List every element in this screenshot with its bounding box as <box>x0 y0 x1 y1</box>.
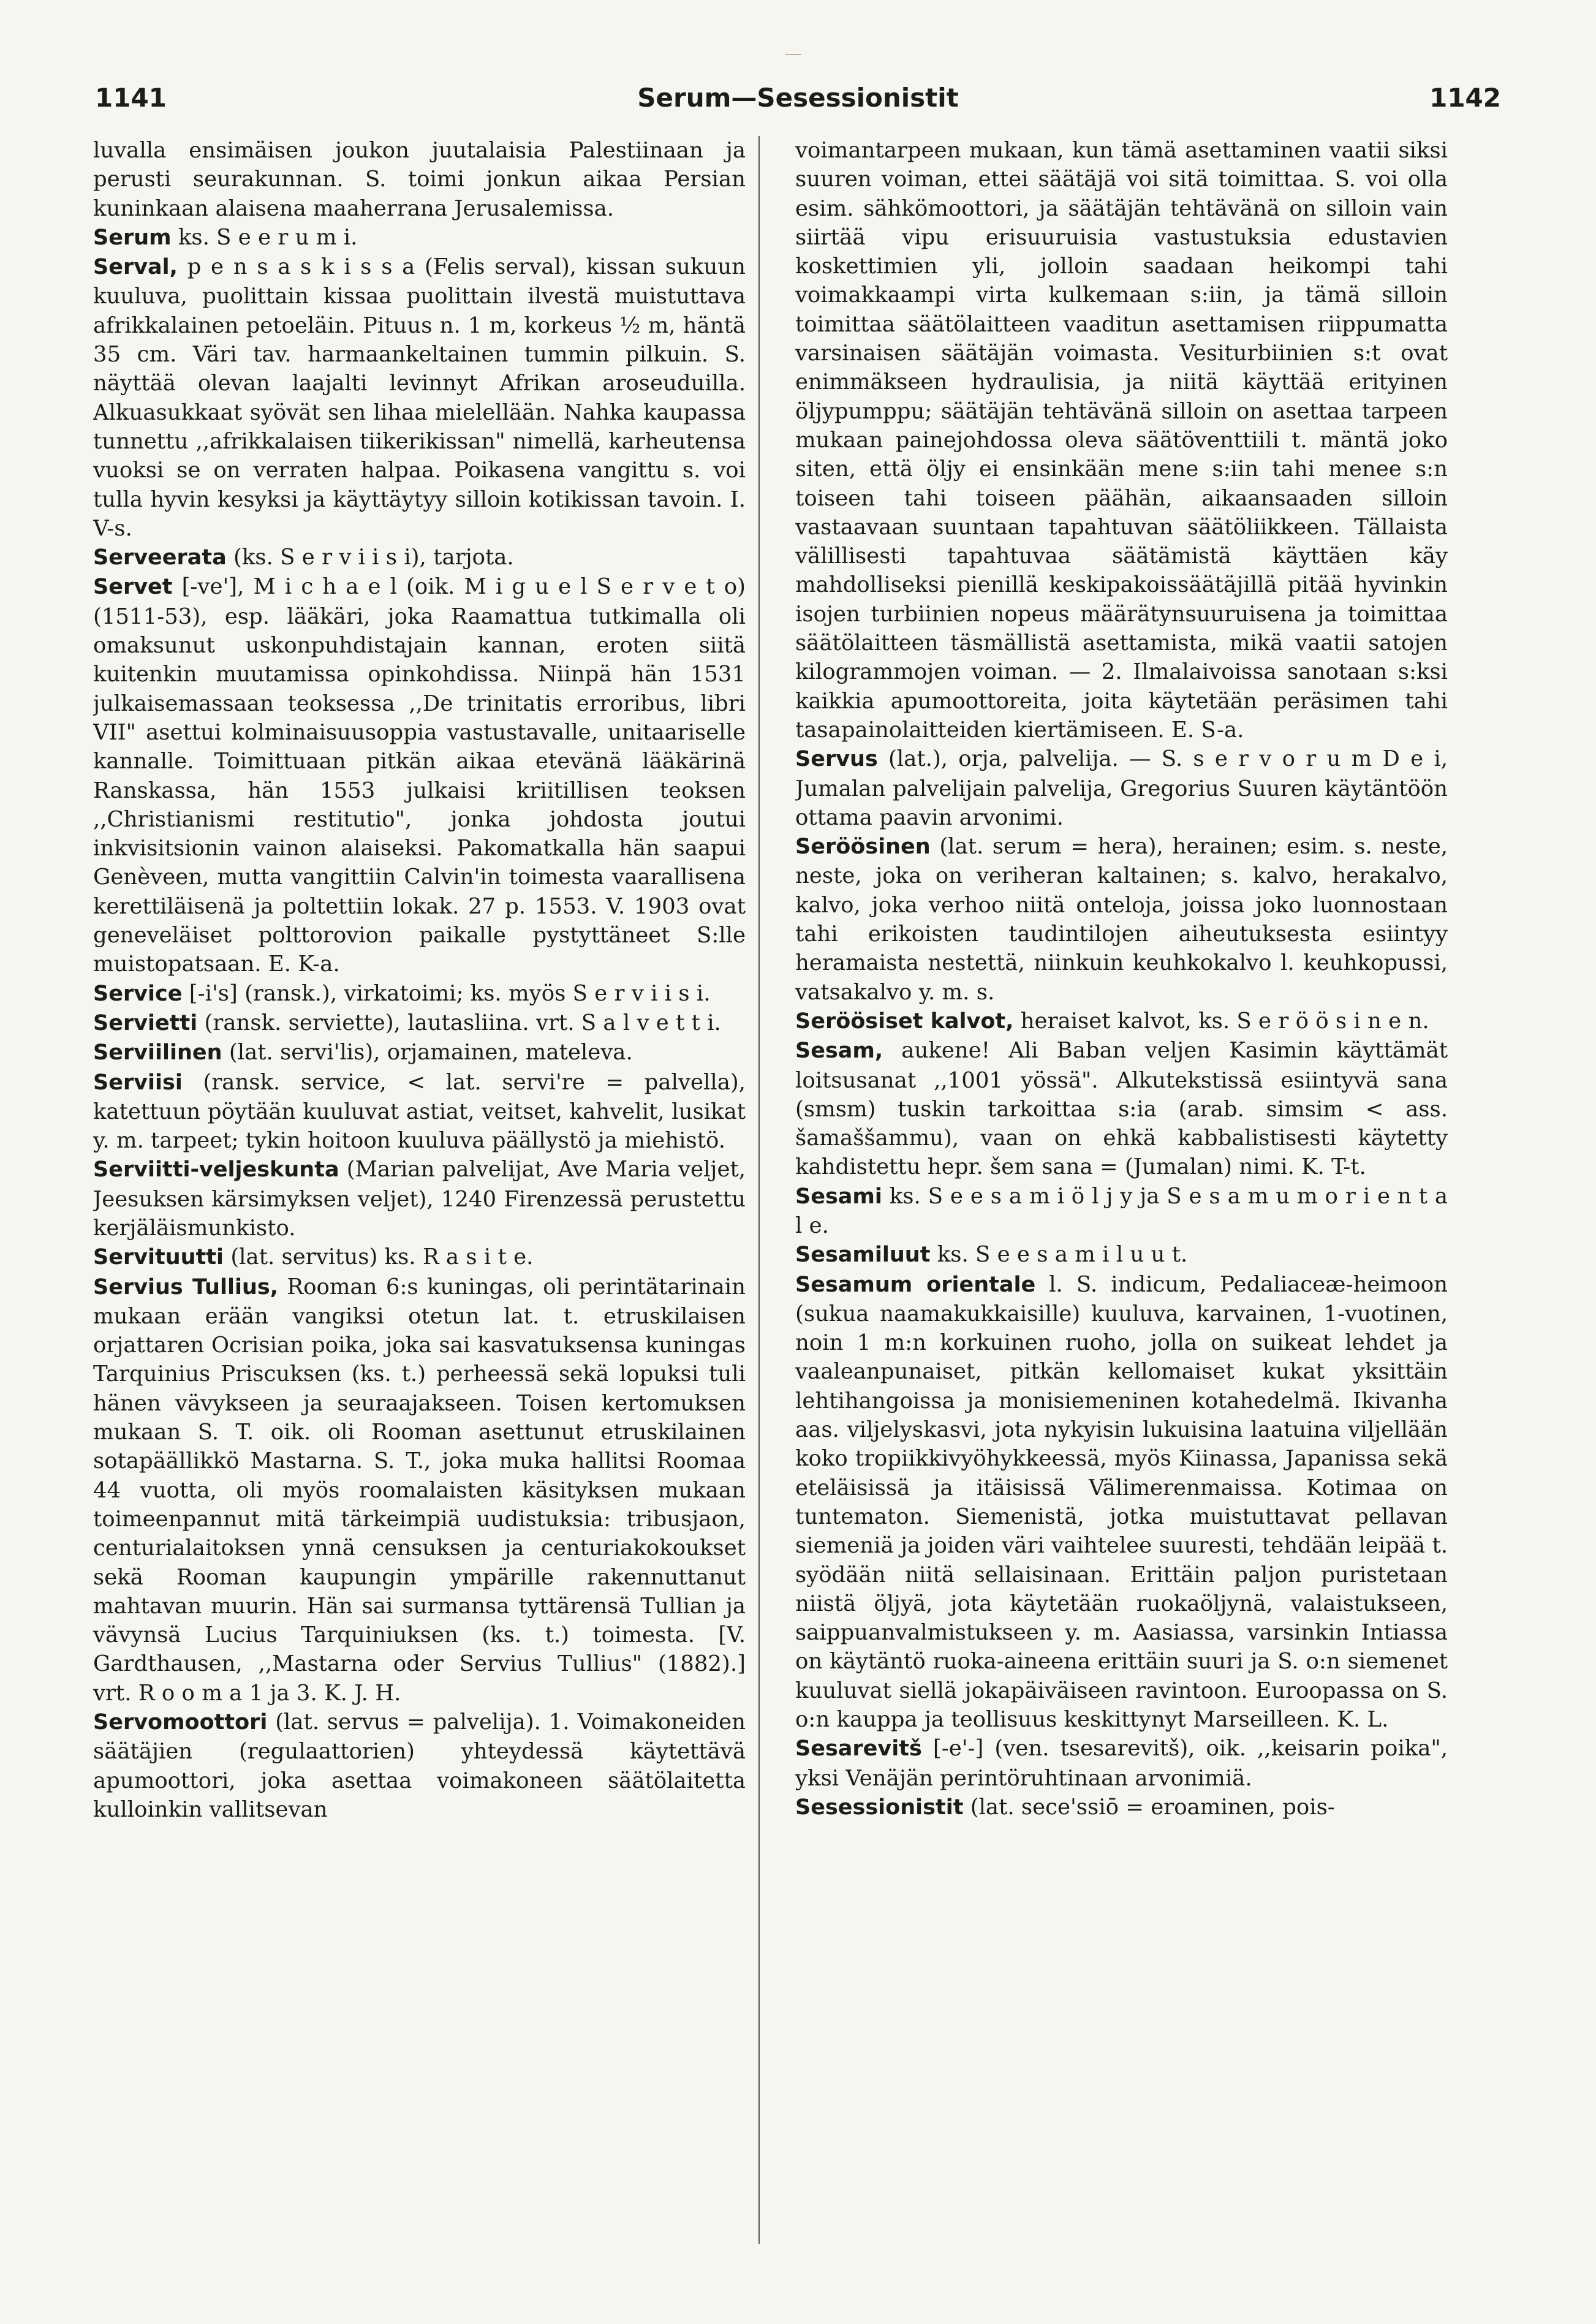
dictionary-entry <box>93 1273 746 1708</box>
entry-text: (lat. servus = palvelija). 1. Voimakoneiden säätäjien (regulaattorien) yhteydessä käytettävä apumoottori, joka asettaa voimakoneen säätölaitetta kulloinkin vallitsevan <box>93 1709 746 1822</box>
dictionary-entry <box>93 1038 746 1067</box>
entry-headword: Sesessionistit <box>795 1795 964 1820</box>
entry-text: aukene! Ali Baban veljen Kasimin käyttämät loitsusanat ,,1001 yössä". Alkutekstissä esiintyvä sana (smsm) tuskin tarkoittaa s:ia (arab. simsim < ass. šamaššammu), vaan on ehkä kabbalistisesti käytetty kahdistettu hepr. šem sana = (Jumalan) nimi. K. T-t. <box>795 1038 1448 1180</box>
entry-text: (lat. servitus) ks. R a s i t e. <box>224 1244 534 1270</box>
dictionary-entry <box>93 979 746 1009</box>
entry-text: (lat.), orja, palvelija. — S. s e r v o r u m D e i, Jumalan palvelijain palvelija, Gregorius Suuren käytäntöön ottama paavin arvonimi. <box>795 746 1448 830</box>
entry-text: (lat. servi'lis), orjamainen, mateleva. <box>222 1040 633 1065</box>
entry-headword: Servietti <box>93 1010 198 1035</box>
page-number-right: 1142 <box>1429 83 1501 113</box>
dictionary-entry <box>93 1155 746 1243</box>
page-number-left: 1141 <box>95 83 167 113</box>
entry-text: ks. S e e r u m i. <box>171 224 358 250</box>
entry-headword: Sesamum orientale <box>795 1272 1036 1297</box>
entry-text: Rooman 6:s kuningas, oli perintätarinain mukaan erään vangiksi otetun lat. t. etruskilaisen orjattaren Ocrisian poika, joka sai kasvatuksensa kuningas Tarquinius Priscuksen (ks. t.) perheessä sekä lopuksi tuli hänen vävykseen ja seuraajakseen. Toisen kertomuksen mukaan S. T. oik. oli Rooman asettunut etruskilainen sotapäällikkö Mastarna. S. T., joka muka hallitsi Roomaa 44 vuotta, oli myös roomalaisten käsityksen mukaan toimeenpannut mitä tärkeimpiä uudistuksia: tribusjaon, centurialaitoksen ynnä censuksen ja centuriakokoukset sekä Rooman kaupungin ympärille rakennuttanut mahtavan muurin. Hän sai surmansa tyttärensä Tullian ja vävynsä Lucius Tarquiniuksen (ks. t.) toimesta. [V. Gardthausen, ,,Mastarna oder Servius Tullius" (1882).] vrt. R o o m a 1 ja 3. K. J. H. <box>93 1274 746 1706</box>
dictionary-entry <box>795 1734 1448 1793</box>
entry-headword: Serviilinen <box>93 1040 222 1065</box>
entry-text: heraiset kalvot, ks. S e r ö ö s i n e n. <box>1013 1008 1429 1034</box>
dictionary-entry <box>795 1270 1448 1735</box>
entry-text: [-ve'], M i c h a e l (oik. M i g u e l S e r v e t o) (1511-53), esp. lääkäri, joka Raamattua tutkimalla oli omaksunut uskonpuhdistajain kannan, eroten siitä kuitenkin muutamissa opinkohdissa. Niinpä hän 1531 julkaisemassaan teoksessa ,,De trinitatis erroribus, libri VII" asettui kolminaisuusoppia vastustavalle, unitaariselle kannalle. Toimittuaan pitkän aikaa etevänä lääkärinä Ranskassa, hän 1553 julkaisi kriitillisen teoksen ,,Christianismi restitutio", jonka johdosta joutui inkvisitsionin vainon alaiseksi. Pakomatkalla hän saapui Genèveen, mutta vangittiin Calvin'in toimesta vaarallisena kerettiläisenä ja poltettiin lokak. 27 p. 1553. V. 1903 ovat geneveläiset polttorovion paikalle pystyttäneet S:lle muistopatsaan. E. K-a. <box>93 574 746 977</box>
entry-text: p e n s a s k i s s a (Felis serval), kissan sukuun kuuluva, puolittain kissaa puolittain ilvestä muistuttava afrikkalainen petoeläin. Pituus n. 1 m, korkeus ½ m, häntä 35 cm. Väri tav. harmaankeltainen tummin pilkuin. S. näyttää olevan laajalti levinnyt Afrikan aroseuduilla. Alkuasukkaat syövät sen lihaa mielellään. Nahka kaupassa tunnettu ,,afrikkalaisen tiikerikissan" nimellä, karheutensa vuoksi se on verraten halpaa. Poikasena vangittu s. voi tulla hyvin kesyksi ja käyttäytyy silloin kotikissan tavoin. I. V-s. <box>93 254 746 541</box>
right-column <box>795 136 1448 2244</box>
entry-text: ks. S e e s a m i ö l j y ja S e s a m u m o r i e n t a l e. <box>795 1183 1448 1238</box>
dictionary-entry <box>795 744 1448 832</box>
page-mark <box>785 54 801 55</box>
entry-headword: Sesam, <box>795 1039 883 1064</box>
entry-text: [-e'-] (ven. tsesarevitš), oik. ,,keisarin poika", yksi Venäjän perintöruhtinaan arvonimiä. <box>795 1736 1448 1791</box>
dictionary-entry <box>795 1793 1448 1822</box>
entry-headword: Serviitti-veljeskunta <box>93 1157 339 1183</box>
entry-headword: Serviisi <box>93 1070 183 1095</box>
dictionary-entry <box>795 136 1448 744</box>
entry-text: ks. S e e s a m i l u u t. <box>930 1242 1188 1268</box>
dictionary-entry <box>795 1182 1448 1241</box>
page-header <box>92 83 1504 126</box>
column-divider <box>758 136 760 2244</box>
entry-text: (ransk. serviette), lautasliina. vrt. S a l v e t t i. <box>197 1010 721 1035</box>
entry-text: (lat. serum = hera), herainen; esim. s. neste, neste, joka on veriheran kaltainen; s. kalvo, herakalvo, kalvo, joka verhoo niitä onteloja, joissa joko luonnostaan tahi erikoisten taudintilojen aiheutuksesta esiintyy heramaista nestettä, niinkuin keuhkokalvo l. keuhkopussi, vatsakalvo y. m. s. <box>795 834 1448 1005</box>
entry-text: (Marian palvelijat, Ave Maria veljet, Jeesuksen kärsimyksen veljet), 1240 Firenzessä perustettu kerjäläismunkisto. <box>93 1157 746 1241</box>
entry-headword: Sesami <box>795 1184 882 1209</box>
entry-headword: Serum <box>93 225 172 250</box>
dictionary-entry <box>93 572 746 978</box>
entry-text: [-i's] (ransk.), virkatoimi; ks. myös S e r v i i s i. <box>182 980 711 1006</box>
entry-headword: Servituutti <box>93 1245 224 1270</box>
dictionary-entry <box>795 1007 1448 1036</box>
entry-headword: Sesarevitš <box>795 1736 922 1762</box>
entry-headword: Serval, <box>93 255 178 280</box>
dictionary-entry <box>93 223 746 252</box>
dictionary-entry <box>93 1708 746 1824</box>
dictionary-entry <box>93 136 746 223</box>
dictionary-entry <box>93 543 746 572</box>
page-title: Serum—Sesessionistit <box>637 83 959 113</box>
entry-headword: Servomoottori <box>93 1710 268 1735</box>
dictionary-entry <box>795 1036 1448 1181</box>
entry-text: l. S. indicum, Pedaliaceæ-heimoon (sukua naamakukkaisille) kuuluva, karvainen, 1-vuotinen, noin 1 m:n korkuinen ruoho, jolla on suikeat lehdet ja vaaleanpunaiset, pitkän kellomaiset kukat yksittäin lehtihangoissa ja monisiemeninen kotahedelmä. Ikivanha aas. viljelyskasvi, jota nykyisin lukuisina laatuina viljellään koko tropiikkivyöhykkeessä, myös Kiinassa, Japanissa sekä eteläisissä ja itäisissä Välimerenmaissa. Kotimaa on tuntematon. Siemenistä, jotka muistuttavat pellavan siemeniä ja joiden väri vaihtelee suuresti, tehdään leipää t. syödään niitä sellaisinaan. Erittäin paljon puristetaan niistä öljyä, jota käytetään ruokaöljynä, valaistukseen, saippuanvalmistukseen y. m. Aasiassa, varsinkin Intiassa on käytäntö ruoka-aineena erittäin suuri ja S. o:n siemenet kuuluvat siellä jokapäiväiseen ravintoon. Euroopassa on S. o:n kauppa ja teollisuus keskittynyt Marseilleen. K. L. <box>795 1271 1448 1733</box>
entry-headword: Servet <box>93 575 173 600</box>
dictionary-entry <box>795 832 1448 1007</box>
entry-headword: Seröösinen <box>795 835 931 860</box>
entry-text: (lat. sece'ssiō = eroaminen, pois- <box>963 1794 1335 1820</box>
entry-text: voimantarpeen mukaan, kun tämä asettaminen vaatii siksi suuren voiman, ettei säätäjä voi sitä toimittaa. S. voi olla esim. sähkömoottori, ja säätäjän tehtävänä on silloin vain siirtää vipu erisuuruisia vastustuksia edustavien koskettimien yli, jolloin saadaan heikompi tahi voimakkaampi virta kulkemaan s:iin, ja tämä silloin toimittaa säätölaitteen vaaditun asettamisen riippumatta varsinaisen säätäjän voimasta. Vesiturbiinien s:t ovat enimmäkseen hydraulisia, ja niitä käyttää erityinen öljypumppu; säätäjän tehtävänä silloin on asettaa tarpeen mukaan painejohdossa oleva säätöventtiili t. mäntä joko siten, että öljy ei ensinkään mene s:iin tahi menee s:n toiseen tahi toiseen päähän, aikaansaaden silloin vastaavaan suuntaan tapahtuvan säätöliikkeen. Tällaista välillisesti tapahtuvaa säätämistä käyttäen käy mahdolliseksi pienillä keskipakoissäätäjillä pitää hyvinkin isojen turbiinien nopeus määrätynsuuruisena ja toimittaa säätölaitteen täsmällistä asettamista, mikä vaatii satojen kilogrammojen voiman. — 2. Ilmalaivoissa sanotaan s:ksi kaikkia apumoottoreita, joita käytetään peräsimen tahi tasapainolaitteiden kiertämiseen. E. S-a. <box>795 138 1448 743</box>
entry-headword: Sesamiluut <box>795 1243 931 1268</box>
entry-text: (ransk. service, < lat. servi're = palvella), katettuun pöytään kuuluvat astiat, veitset, kahvelit, lusikat y. m. tarpeet; tykin hoitoon kuuluva päällystö ja miehistö. <box>93 1069 746 1154</box>
dictionary-entry <box>93 252 746 543</box>
entry-headword: Servus <box>795 747 878 772</box>
entry-headword: Serveerata <box>93 545 227 570</box>
entry-text: luvalla ensimäisen joukon juutalaisia Palestiinaan ja perusti seurakunnan. S. toimi jonkun aikaa Persian kuninkaan alaisena maaherrana Jerusalemissa. <box>93 138 746 221</box>
dictionary-entry <box>93 1009 746 1038</box>
entry-headword: Seröösiset kalvot, <box>795 1009 1014 1034</box>
dictionary-entry <box>795 1240 1448 1270</box>
entry-text: (ks. S e r v i i s i), tarjota. <box>226 545 514 570</box>
entry-headword: Service <box>93 981 183 1006</box>
entry-headword: Servius Tullius, <box>93 1274 279 1300</box>
left-column <box>93 136 746 2244</box>
dictionary-entry <box>93 1068 746 1156</box>
dictionary-entry <box>93 1243 746 1272</box>
